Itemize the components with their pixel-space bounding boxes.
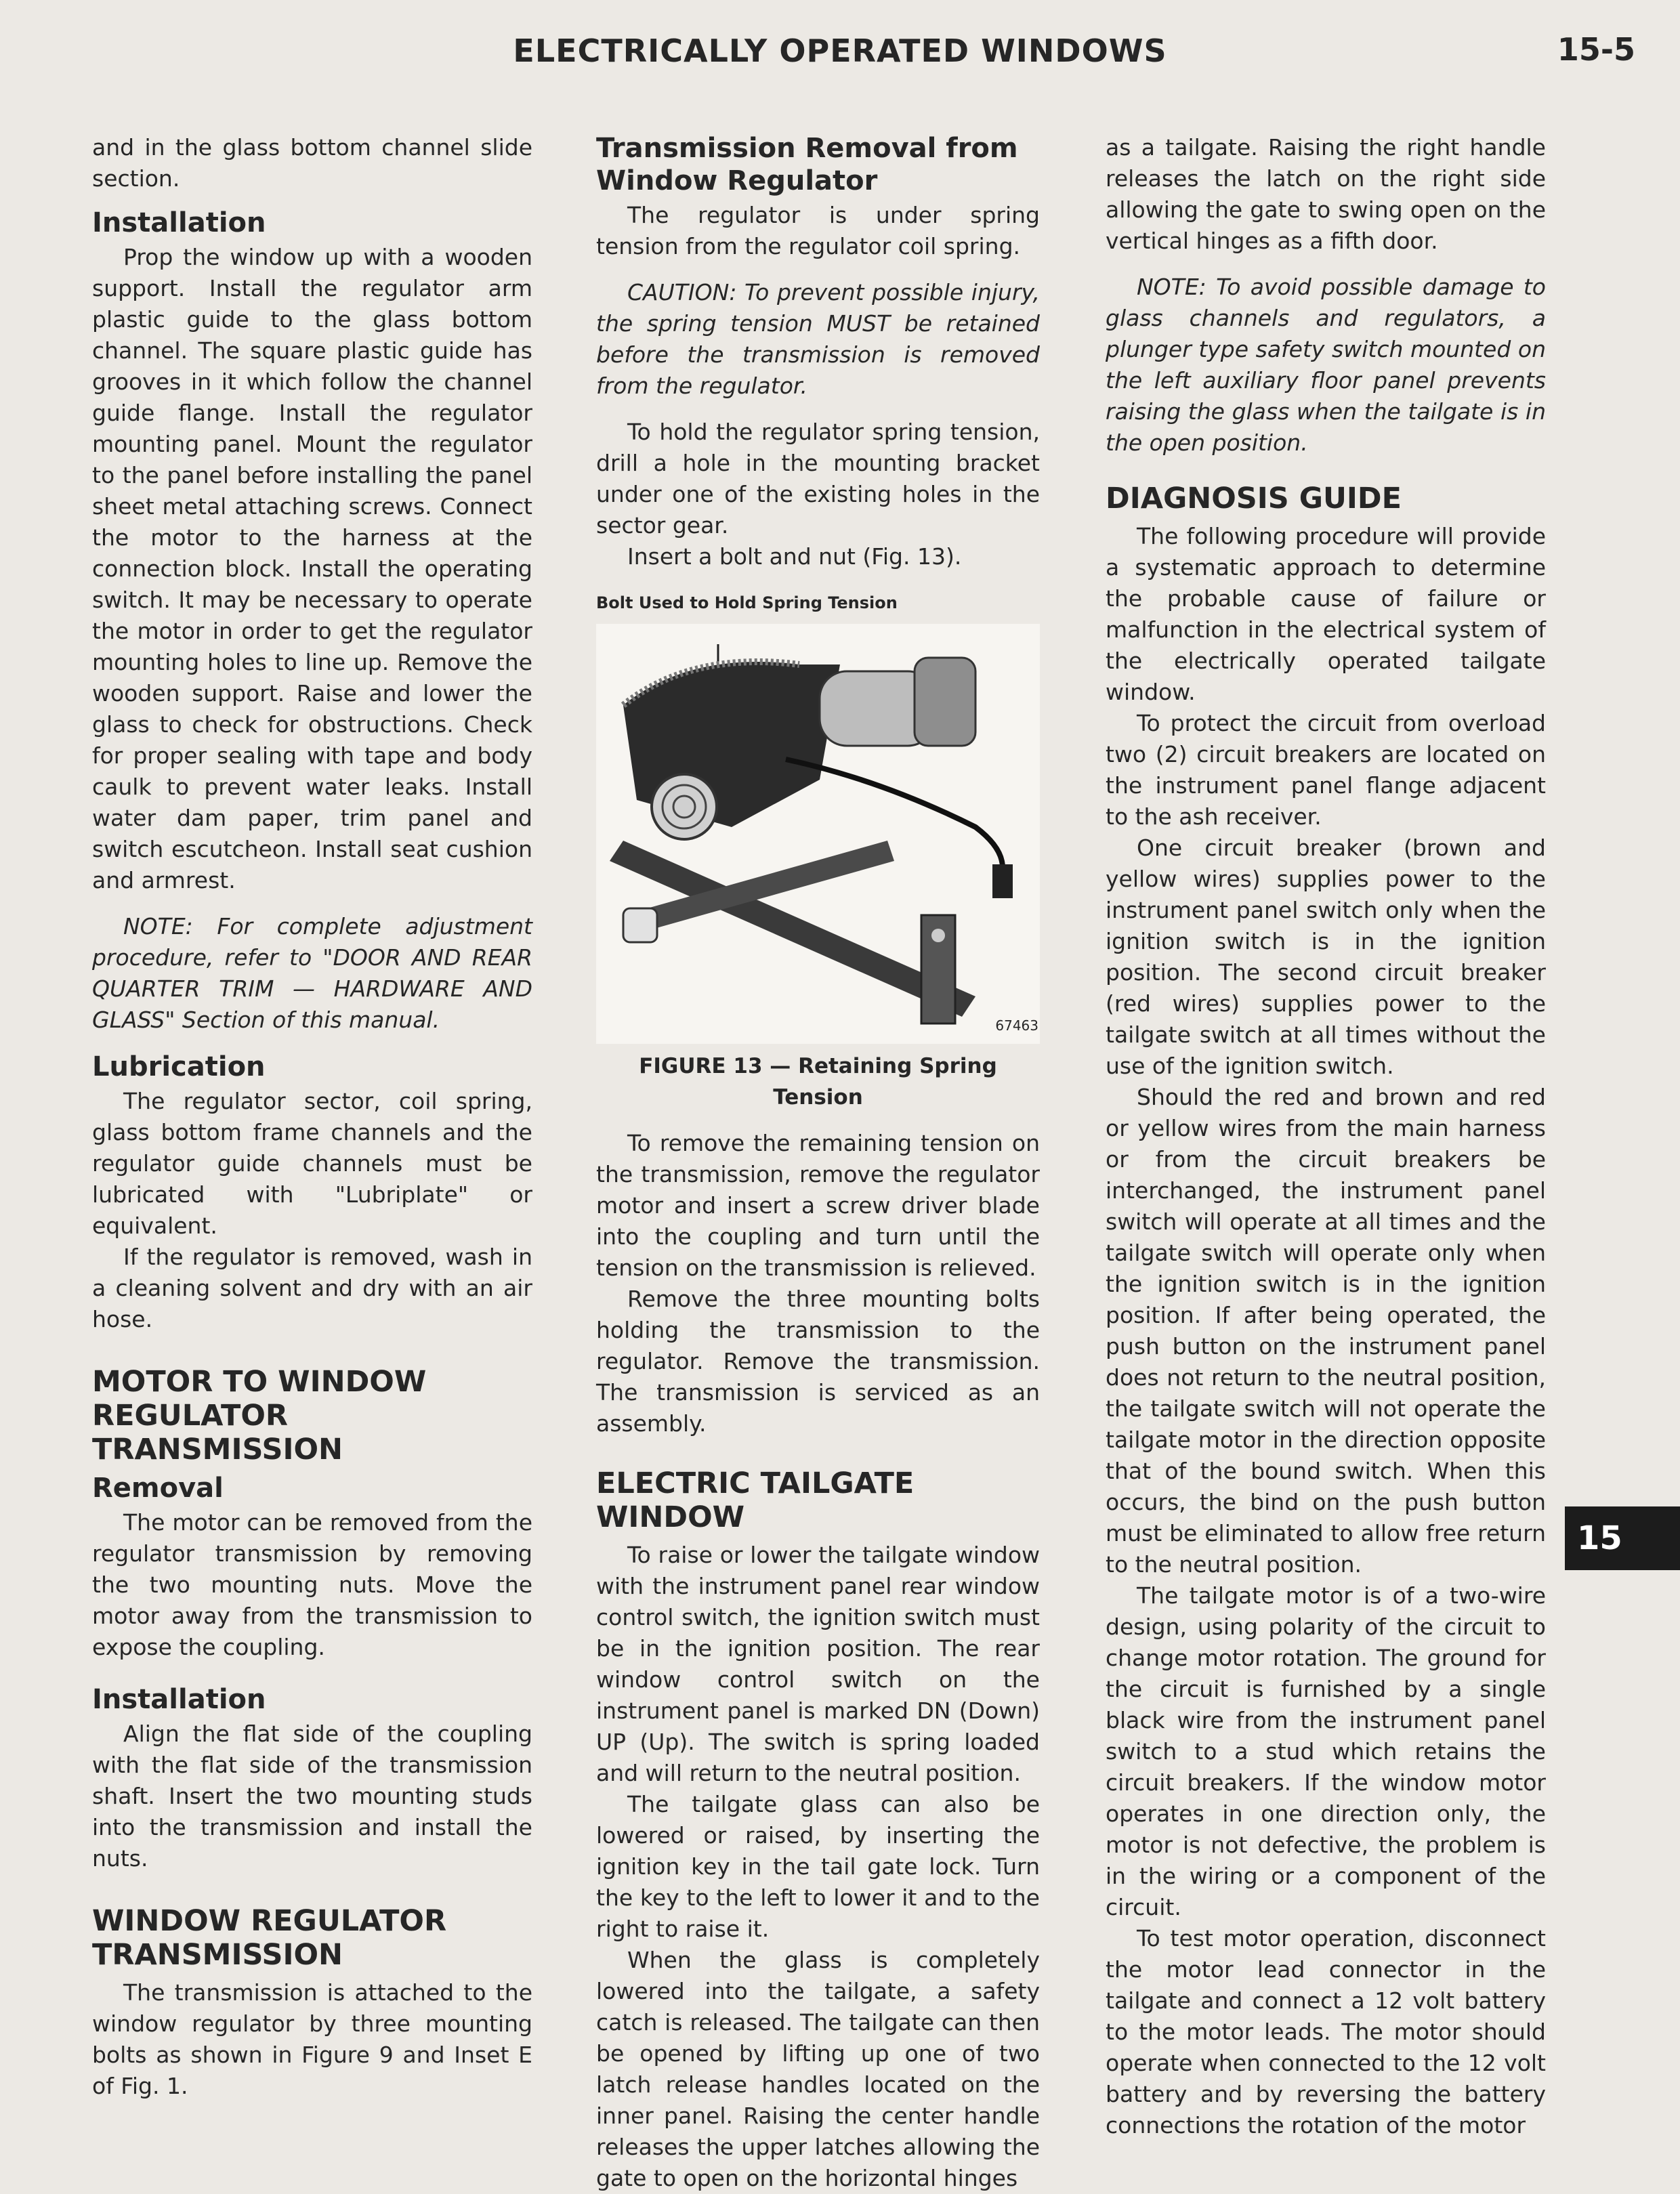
paragraph: The tailgate motor is of a two-wire design, using polarity of the circuit to change motor rotation. The ground for the circuit is furnished by a single black wire from the instrument panel switch to a stud which retains the circuit breakers. If the window motor operates in one direction only, the motor is not defective, the problem is in the wiring or a component of the circuit. xyxy=(1106,1582,1546,1920)
paragraph: Insert a bolt and nut (Fig. 13). xyxy=(627,543,962,570)
paragraph: If the regulator is removed, wash in a cleaning solvent and dry with an air hose. xyxy=(92,1244,532,1332)
column-2 xyxy=(596,132,1040,2194)
column-3 xyxy=(1106,132,1546,2141)
paragraph: The transmission is attached to the window regulator by three mounting bolts as shown in Figure 9 and Inset E of Fig. 1. xyxy=(92,1979,532,2099)
paragraph: To protect the circuit from overload two (2) circuit breakers are located on the instrument panel flange adjacent to the ash receiver. xyxy=(1106,710,1546,830)
heading-transmission-removal: Transmission Removal from Window Regulator xyxy=(596,133,1018,196)
paragraph: The following procedure will provide a systematic approach to determine the probable cause of failure or malfunction in the electrical system of the electrically operated tailgate window. xyxy=(1106,523,1546,705)
paragraph: To hold the regulator spring tension, drill a hole in the mounting bracket under one of the existing holes in the sector gear. xyxy=(596,419,1040,539)
heading-motor-transmission: MOTOR TO WINDOW REGULATOR TRANSMISSION xyxy=(92,1365,427,1467)
heading-tailgate: ELECTRIC TAILGATE WINDOW xyxy=(596,1467,915,1534)
paragraph: To remove the remaining tension on the transmission, remove the regulator motor and insert a screw driver blade into the coupling and turn until the tension on the transmission is relieved. xyxy=(596,1130,1040,1281)
heading-lubrication: Lubrication xyxy=(92,1051,266,1082)
paragraph: To test motor operation, disconnect the motor lead connector in the tailgate and connect a 12 volt battery to the motor leads. The motor should operate when connected to the 12 volt battery and by reversing the battery connections the rotation of the motor xyxy=(1106,1925,1546,2138)
figure-13-image xyxy=(596,624,1040,1044)
window-regulator-illustration xyxy=(596,624,1040,1044)
heading-installation: Installation xyxy=(92,207,266,238)
paragraph: Should the red and brown and red or yellow wires from the main harness or from the circuit breakers be interchanged, the instrument panel switch will operate at all times and the tailgate switch will operate only when the ignition switch is in the ignition position. If after being operated, the push button on the instrument panel does not return to the neutral position, the tailgate switch will not operate the tailgate motor in the direction opposite that of the bound switch. When this occurs, the bind on the push button must be eliminated to allow free return to the neutral position. xyxy=(1106,1084,1546,1578)
paragraph: Align the flat side of the coupling with the flat side of the transmission shaft. Insert the two mounting studs into the transmission and install the nuts. xyxy=(92,1721,532,1872)
section-tab: 15 xyxy=(1565,1506,1680,1570)
paragraph: The regulator is under spring tension from the regulator coil spring. xyxy=(596,202,1040,259)
paragraph: Prop the window up with a wooden support. Install the regulator arm plastic guide to the glass bottom channel. The square plastic guide has grooves in it which follow the channel guide flange. Install the regulator mounting panel. Mount the regulator to the panel before installing the panel sheet metal attaching screws. Connect the motor to the harness at the connection block. Install the operating switch. It may be necessary to operate the motor in order to get the regulator mounting holes to line up. Remove the wooden support. Raise and lower the glass to check for obstructions. Check for proper sealing with tape and body caulk to prevent water leaks. Install water dam paper, trim panel and switch escutcheon. Install seat cushion and armrest. xyxy=(92,244,532,893)
column-1 xyxy=(92,132,532,2102)
note: NOTE: To avoid possible damage to glass channels and regulators, a plunger type safety switch mounted on the left auxiliary floor panel prevents raising the glass when the tailgate is in the open position. xyxy=(1106,274,1546,456)
heading-removal: Removal xyxy=(92,1473,224,1504)
figure-callout-label: Bolt Used to Hold Spring Tension xyxy=(596,593,898,612)
caution-note: CAUTION: To prevent possible injury, the spring tension MUST be retained before the transmission is removed from the regulator. xyxy=(596,279,1040,399)
paragraph: The regulator sector, coil spring, glass bottom frame channels and the regulator guide channels must be lubricated with "Lubriplate" or equivalent. xyxy=(92,1088,532,1239)
paragraph: The tailgate glass can also be lowered or raised, by inserting the ignition key in the tail gate lock. Turn the key to the left to lower it and to the right to raise it. xyxy=(596,1791,1040,1942)
paragraph: as a tailgate. Raising the right handle releases the latch on the right side allowing the gate to swing open on the vertical hinges as a fifth door. xyxy=(1106,134,1546,254)
note: NOTE: For complete adjustment procedure, refer to "DOOR AND REAR QUARTER TRIM — HARDWARE AND GLASS" Section of this manual. xyxy=(92,913,532,1033)
paragraph: To raise or lower the tailgate window with the instrument panel rear window control switch, the ignition switch must be in the ignition position. The rear window control switch on the instrument panel is marked DN (Down) UP (Up). The switch is spring loaded and will return to the neutral position. xyxy=(596,1542,1040,1786)
paragraph: Remove the three mounting bolts holding the transmission to the regulator. Remove the transmission. The transmission is serviced as an assembly. xyxy=(596,1286,1040,1437)
page-header-title: ELECTRICALLY OPERATED WINDOWS xyxy=(513,33,1167,69)
paragraph: When the glass is completely lowered into the tailgate, a safety catch is released. The tailgate can then be opened by lifting up one of two latch release handles located on the inner panel. Raising the center handle releases the upper latches allowing the gate to open on the horizontal hinges xyxy=(596,1947,1040,2191)
figure-caption: FIGURE 13 — Retaining Spring Tension xyxy=(639,1054,997,1110)
heading-window-regulator: WINDOW REGULATOR TRANSMISSION xyxy=(92,1904,447,1972)
paragraph: and in the glass bottom channel slide section. xyxy=(92,134,532,192)
paragraph: One circuit breaker (brown and yellow wires) supplies power to the instrument panel switch only when the ignition switch is in the ignition position. The second circuit breaker (red wires) supplies power to the tailgate switch at all times without the use of the ignition switch. xyxy=(1106,835,1546,1079)
heading-installation-2: Installation xyxy=(92,1684,266,1715)
figure-number: 67463 xyxy=(995,1017,1038,1034)
page-number: 15-5 xyxy=(1557,31,1635,68)
paragraph: The motor can be removed from the regulator transmission by removing the two mounting nuts. Move the motor away from the transmission to expose the coupling. xyxy=(92,1509,532,1660)
heading-diagnosis: DIAGNOSIS GUIDE xyxy=(1106,482,1402,515)
